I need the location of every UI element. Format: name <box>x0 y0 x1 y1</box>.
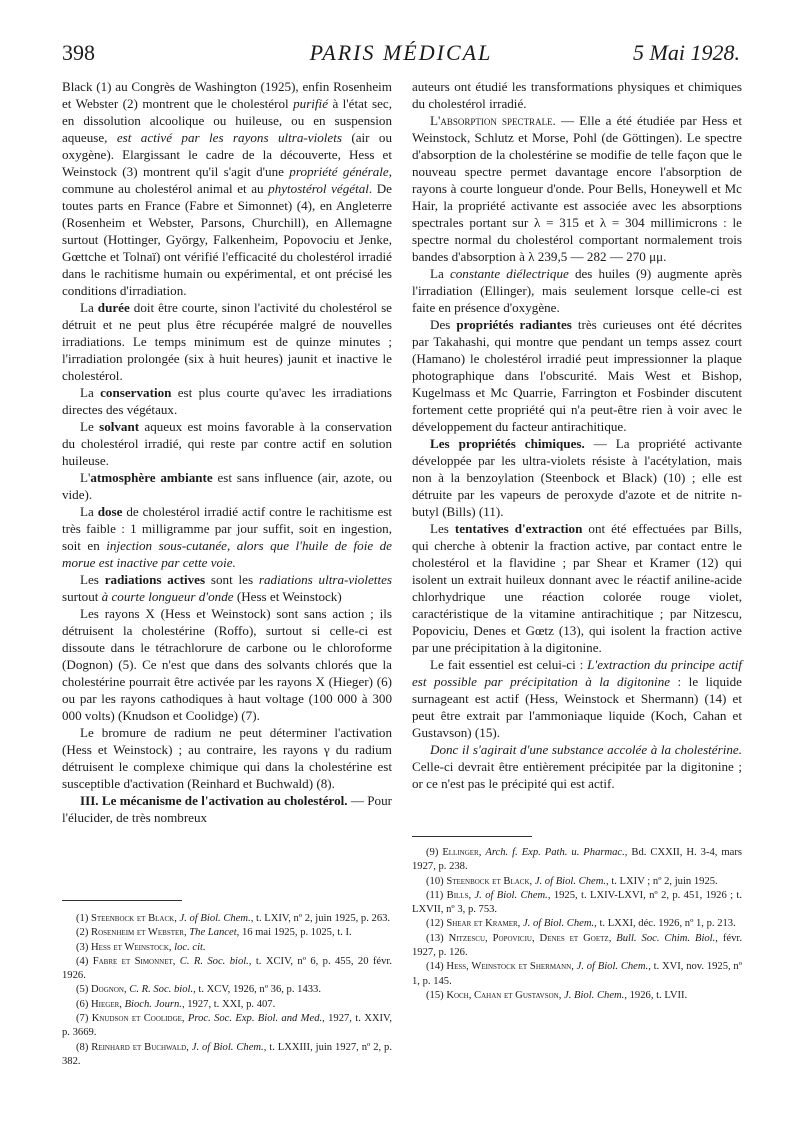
journal-title: PARIS MÉDICAL <box>309 40 493 65</box>
paragraph-radiations: Les radiations actives sont les radiations ultra-violettes surtout à courte longueur d'onde (Hess et Weinstock) <box>62 572 392 604</box>
paragraph-radium: Le bromure de radium ne peut déterminer l'activation (Hess et Weinstock) ; au contraire, les rayons γ du radium détruisent le complexe chimique qui dans la cholestérine est susceptible d'activation (Reinhard et Buchwald) (8). <box>62 725 392 791</box>
paragraph-solvant: Le solvant aqueux est moins favorable à la conservation du cholestérol irradié, qui reste par contre actif en solution huileuse. <box>62 419 392 468</box>
footnote: (4) Fabre et Simonnet, C. R. Soc. biol., t. XCIV, nº 6, p. 455, 20 févr. 1926. <box>62 955 392 982</box>
paragraph-atmosphere: L'atmosphère ambiante est sans influence (air, azote, ou vide). <box>62 470 392 502</box>
paragraph-fait-essentiel: Le fait essentiel est celui-ci : L'extraction du principe actif est possible par précipitation à la digitonine : le liquide surnageant est actif (Hess, Weinstock et Shermann) (14) et peut être extrait par l'ammoniaque liquide (Koch, Cahan et Gustavson) (15). <box>412 657 742 740</box>
paragraph-rayons-x: Les rayons X (Hess et Weinstock) sont sans action ; ils détruisent la cholestérine (Roffo), surtout si celle-ci est dissoute dans le tétrachlorure de carbone ou le chloroforme (Dognon) (5). Ce n'est que dans des solvants chlorés que la cholestérine pourrait être activée par les rayons X (Hieger) (6) ou par les rayons cathodiques à haut voltage (100 000 à 300 000 volts) (Knudson et Coolidge) (7). <box>62 606 392 723</box>
paragraph-chimiques: Les propriétés chimiques. — La propriété activante développée par les ultra-violets résiste à l'acétylation, mais non à la benzoylation (Steenbock et Black) (10) ; elle est détruite par les vapeurs de peroxyde d'azote et de nitrite n-butyl (Bills) (11). <box>412 436 742 519</box>
footnote-divider <box>412 836 532 837</box>
footnote: (2) Rosenheim et Webster, The Lancet, 16 mai 1925, p. 1025, t. I. <box>76 927 352 939</box>
section-heading-mecanisme: III. Le mécanisme de l'activation au cholestérol. — Pour l'élucider, de très nombreux <box>62 793 392 825</box>
footnote: (13) Nitzescu, Popoviciu, Denes et Goetz, Bull. Soc. Chim. Biol., févr. 1927, p. 126. <box>412 932 742 959</box>
footnote: (8) Reinhard et Buchwald, J. of Biol. Chem., t. LXXIII, juin 1927, nº 2, p. 382. <box>62 1041 392 1067</box>
footnote-divider <box>62 900 182 901</box>
paragraph-conclusion: Donc il s'agirait d'une substance accolée à la cholestérine. Celle-ci devrait être entièrement précipitée par la digitonine ; or ce n'est pas le précipité qui est actif. <box>412 742 742 791</box>
footnotes-right <box>412 846 742 1003</box>
left-column <box>62 78 392 826</box>
page-number: 398 <box>62 40 95 65</box>
footnote: (15) Koch, Cahan et Gustavson, J. Biol. Chem., 1926, t. LVII. <box>426 989 688 1001</box>
paragraph-absorption: L'absorption spectrale. — Elle a été étudiée par Hess et Weinstock, Schlutz et Morse, Pohl (de Göttingen). Le spectre d'absorption de la cholestérine se modifie de telle façon que le nouveau spectre permet davantage encore l'absorption de rayons à courte longueur d'onde. Pour Bells, Honeywell et Mc Hair, la propriété activante est associée avec les absorptions spectrales portant sur λ = 315 et λ = 304 millimicrons : le spectre normal du cholestérol comportant normalement trois bandes d'absorption à λ 239,5 — 282 — 270 μμ. <box>412 113 743 264</box>
footnote: (12) Shear et Kramer, J. of Biol. Chem., t. LXXI, déc. 1926, nº 1, p. 213. <box>426 918 736 930</box>
footnote: (10) Steenbock et Black, J. of Biol. Chem., t. LXIV ; nº 2, juin 1925. <box>426 875 718 887</box>
right-column <box>412 78 742 792</box>
footnote: (1) Steenbock et Black, J. of Biol. Chem., t. LXIV, nº 2, juin 1925, p. 263. <box>76 913 391 924</box>
paragraph-duree: La durée doit être courte, sinon l'activité du cholestérol se détruit et ne peut plus être récupérée malgré de nouvelles irradiations. Le temps minimum est de quinze minutes ; l'irradiation prolongée (six à huit heures) jaunit et inactive le cholestérol. <box>62 300 392 383</box>
footnote: (6) Hieger, Bioch. Journ., 1927, t. XXI, p. 407. <box>76 998 276 1010</box>
paragraph-extraction: Les tentatives d'extraction ont été effectuées par Bills, qui cherche à obtenir la fraction active, par contact entre le cholestérol et la flavidine ; par Shear et Kramer (12) qui isolent un extrait huileux donnant avec le réactif aniline-acide chlorhydrique une réaction colorée rouge violet, caractéristique de la vitamine antirachitique ; par Nitzescu, Popoviciu, Denes et Gœtz (13), qui isolent la fraction active par une précipitation à la digitonine. <box>412 521 742 655</box>
paragraph-dielectrique: La constante diélectrique des huiles (9) augmente après l'irradiation (Ellinger), mais seulement lorsque celle-ci est faite en présence d'oxygène. <box>412 266 742 315</box>
paragraph: auteurs ont étudié les transformations physiques et chimiques du cholestérol irradié. <box>412 79 742 111</box>
paragraph: Black (1) au Congrès de Washington (1925), enfin Rosenheim et Webster (2) montrent que le cholestérol purifié à l'état sec, en dissolution alcoolique ou huileuse, ou en suspension aqueuse, est activé par les rayons ultra-violets (air ou oxygène). Elargissant le cadre de la découverte, Hess et Weinstock (3) montrent qu'il s'agit d'une propriété générale, commune au cholestérol animal et au phytostérol végétal. De toutes parts en France (Fabre et Simonnet) (4), en Angleterre (Rosenheim et Webster, Parsons, Churchill), en Allemagne surtout (Hottinger, György, Falkenheim, Popovociu et Jenke, Gœttche et Tolnaï) ont vérifié l'efficacité du cholestérol irradié dans le rachitisme humain ou expérimental, et ont précisé les conditions d'irradiation. <box>62 79 393 298</box>
footnote: (5) Dognon, C. R. Soc. biol., t. XCV, 1926, nº 36, p. 1433. <box>76 984 321 996</box>
footnote: (9) Ellinger, Arch. f. Exp. Path. u. Pharmac., Bd. CXXII, H. 3-4, mars 1927, p. 238. <box>412 847 742 873</box>
footnote: (7) Knudson et Coolidge, Proc. Soc. Exp. Biol. and Med., 1927, t. XXIV, p. 3669. <box>62 1013 392 1039</box>
footnote: (3) Hess et Weinstock, loc. cit. <box>76 941 206 953</box>
footnote: (14) Hess, Weinstock et Shermann, J. of Biol. Chem., t. XVI, nov. 1925, nº 1, p. 145. <box>412 961 742 987</box>
paragraph-conservation: La conservation est plus courte qu'avec les irradiations directes des végétaux. <box>62 385 392 417</box>
footnote: (11) Bills, J. of Biol. Chem., 1925, t. LXIV-LXVI, nº 2, p. 451, 1926 ; t. LXVII, nº 3, p. 753. <box>412 889 743 916</box>
page-header <box>62 40 740 74</box>
footnotes-left <box>62 912 392 1069</box>
paragraph-dose: La dose de cholestérol irradié actif contre le rachitisme est très faible : 1 milligramme par jour suffit, soit en ingestion, soit en injection sous-cutanée, alors que l'huile de foie de morue est inactive par cette voie. <box>62 504 392 570</box>
issue-date: 5 Mai 1928. <box>633 40 740 65</box>
paragraph-radiantes: Des propriétés radiantes très curieuses ont été décrites par Takahashi, qui montre que pendant un temps assez court (Hamano) le cholestérol irradié peut impressionner la plaque photographique dans l'obscurité. Mais West et Bishop, Kugelmass et Mc Quarrie, Farrington et Fosbinder discutent fortement cette propriété qui n'a peut-être rien à voir avec le développement du facteur antirachitique. <box>412 317 742 434</box>
